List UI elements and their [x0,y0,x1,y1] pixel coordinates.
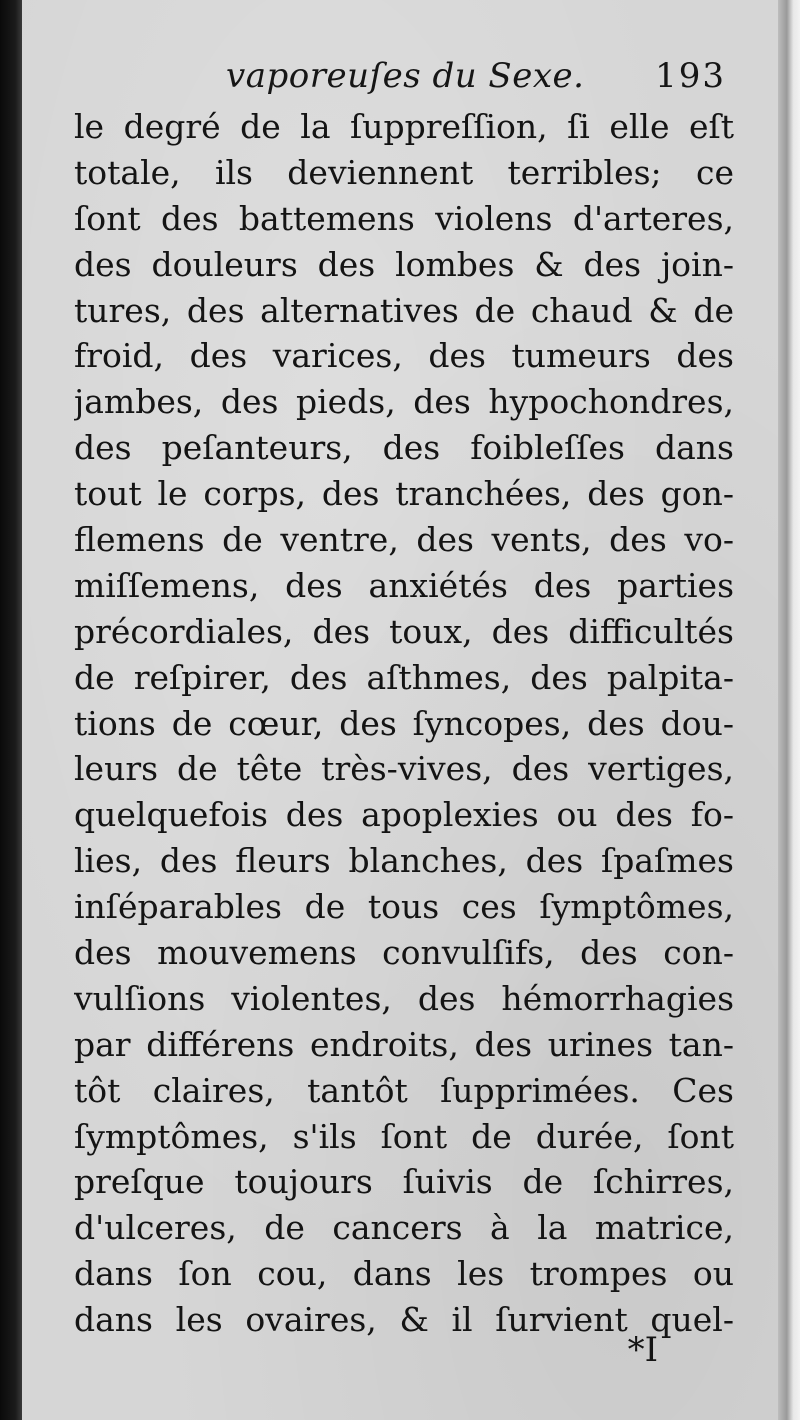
text-line: froid, des varices, des tumeurs des [74,336,734,376]
text-line: ſymptômes, s'ils ſont de durée, ſont [74,1116,734,1156]
text-line: vulſions violentes, des hémorrhagies [74,978,734,1018]
text-line: des douleurs des lombes & des join- [74,244,734,284]
text-line: tôt claires, tantôt ſupprimées. Ces [74,1070,734,1110]
text-line: de reſpirer, des aſthmes, des palpita- [74,657,734,697]
text-line: dans les ovaires, & il ſurvient quel- [74,1300,734,1340]
text-line: lies, des fleurs blanches, des ſpaſmes [74,841,734,881]
text-line: des mouvemens convulſifs, des con- [74,933,734,973]
text-line: totale, ils deviennent terribles; ce [74,152,734,192]
text-line: par différens endroits, des urines tan- [74,1024,734,1064]
page-number: 193 [655,56,726,96]
text-line: des peſanteurs, des foibleſſes dans [74,428,734,468]
page-left-shadow [0,0,22,1420]
text-line: tions de cœur, des ſyncopes, des dou- [74,703,734,743]
running-title: vaporeuſes du Sexe. [226,56,585,96]
text-line: tout le corps, des tranchées, des gon- [74,474,734,514]
text-line: tures, des alternatives de chaud & de [74,290,734,330]
text-line: flemens de ventre, des vents, des vo- [74,520,734,560]
text-line: inſéparables de tous ces ſymptômes, [74,887,734,927]
page-right-edge [778,0,800,1420]
text-line: le degré de la ſuppreſſion, ſi elle eſt [74,107,734,146]
catchword: *I [627,1330,658,1370]
text-line: miſſemens, des anxiétés des parties [74,565,734,605]
text-line: preſque toujours ſuivis de ſchirres, [74,1162,734,1202]
text-line: jambes, des pieds, des hypochondres, [74,382,734,422]
text-line: précordiales, des toux, des difficultés [74,611,734,651]
text-line: leurs de tête très-vives, des vertiges, [74,749,734,789]
text-line: d'ulceres, de cancers à la matrice, [74,1208,734,1248]
page-header [226,56,726,106]
text-line: quelquefois des apoplexies ou des fo- [74,795,734,835]
body-text [74,104,734,1343]
text-line: ſont des battemens violens d'arteres, [74,198,734,238]
text-line: dans ſon cou, dans les trompes ou [74,1254,734,1294]
